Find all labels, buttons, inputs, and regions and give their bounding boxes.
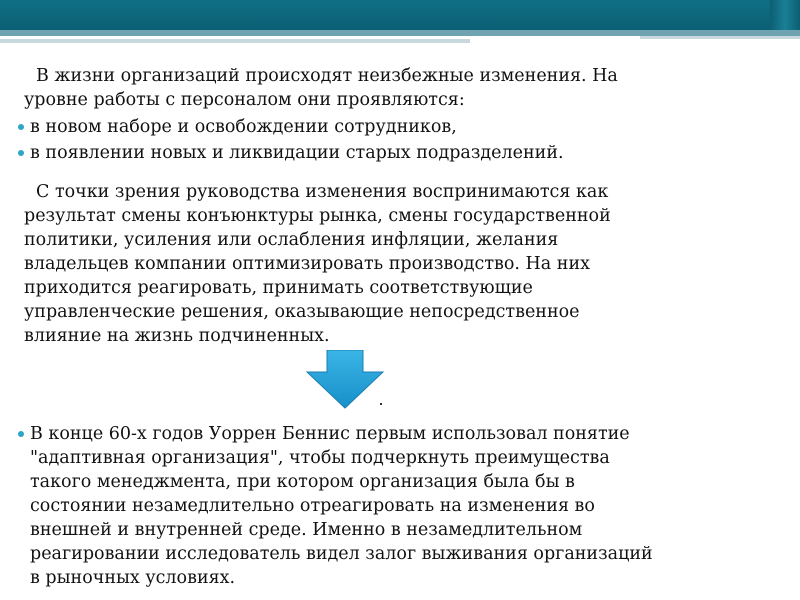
intro-line-1: В жизни организаций происходят неизбежные изменения. На <box>36 66 618 86</box>
header-band <box>0 0 800 30</box>
bullet-item-bennis <box>30 422 653 590</box>
bullet-item-hiring <box>30 115 457 139</box>
stray-dot <box>380 403 382 405</box>
header-right-block <box>640 36 800 57</box>
bullet-item-departments <box>30 141 564 165</box>
management-line: влияние на жизнь подчиненных. <box>24 326 330 346</box>
management-line: владельцев компании оптимизировать производство. На них <box>24 254 590 274</box>
bennis-line: реагировании исследователь видел залог выживания организаций <box>30 544 653 564</box>
bennis-line: состоянии незамедлительно отреагировать на изменения во <box>30 496 595 516</box>
bullet-text: в появлении новых и ликвидации старых подразделений. <box>30 143 564 163</box>
down-arrow-icon <box>305 350 385 410</box>
intro-line-2: уровне работы с персоналом они проявляются: <box>24 90 465 110</box>
management-line: приходится реагировать, принимать соответствующие <box>24 278 533 298</box>
management-line: политики, усиления или ослабления инфляции, желания <box>24 230 559 250</box>
management-line: управленческие решения, оказывающие непосредственное <box>24 302 580 322</box>
management-line: С точки зрения руководства изменения воспринимаются как <box>36 182 609 202</box>
management-line: результат смены конъюнктуры рынка, смены государственной <box>24 206 611 226</box>
header-corner <box>770 0 800 30</box>
bennis-line: такого менеджмента, при котором организация была бы в <box>30 472 575 492</box>
header-accent-line <box>0 39 470 43</box>
bullet-dot-icon <box>18 431 24 437</box>
management-paragraph <box>24 180 611 348</box>
bennis-line: внешней и внутренней среде. Именно в незамедлительном <box>30 520 583 540</box>
bullet-dot-icon <box>18 124 24 130</box>
bennis-line: "адаптивная организация", чтобы подчеркнуть преимущества <box>30 448 610 468</box>
bennis-line: в рыночных условиях. <box>30 568 236 588</box>
bullet-dot-icon <box>18 150 24 156</box>
bennis-line: В конце 60-х годов Уоррен Беннис первым использовал понятие <box>30 424 630 444</box>
bullet-text: в новом наборе и освобождении сотрудников, <box>30 117 457 137</box>
intro-paragraph <box>24 64 618 112</box>
